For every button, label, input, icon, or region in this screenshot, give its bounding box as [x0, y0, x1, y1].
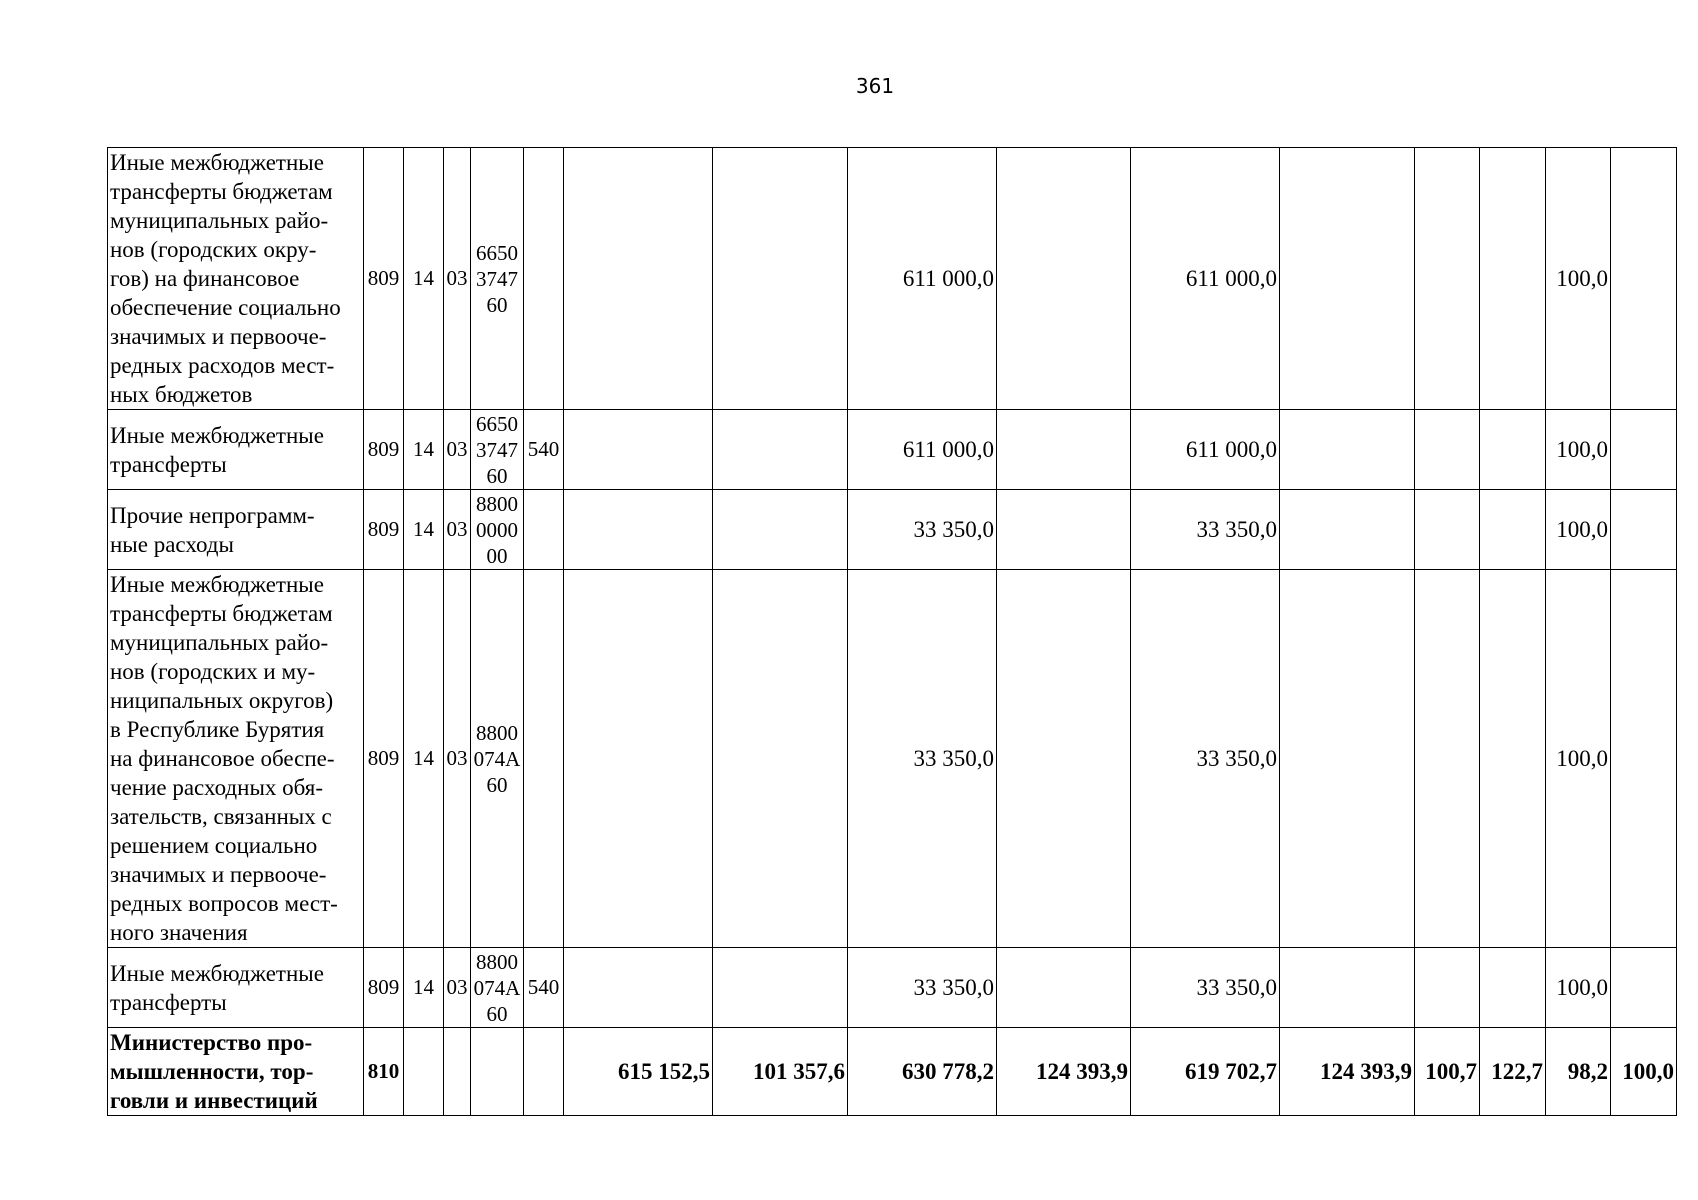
percent-3: 100,0	[1546, 490, 1611, 570]
row-name: Иные межбюджетные трансферты бюджетам муниципальных райо- нов (городских окру- гов) на финансовое обеспечение социально значимых и первооче- редных расходов мест- ных бюджетов	[108, 148, 364, 410]
section-code	[404, 1028, 444, 1116]
percent-2	[1480, 410, 1546, 490]
amount-2: 101 357,6	[713, 1028, 848, 1116]
section-code: 14	[404, 410, 444, 490]
target-item-code: 8800 074А 60	[471, 570, 524, 948]
amount-6	[1280, 148, 1415, 410]
section-code: 14	[404, 148, 444, 410]
amount-3: 33 350,0	[848, 948, 997, 1028]
amount-2	[713, 490, 848, 570]
percent-4	[1611, 410, 1677, 490]
percent-4	[1611, 948, 1677, 1028]
amount-4	[997, 948, 1131, 1028]
percent-2	[1480, 570, 1546, 948]
percent-2	[1480, 948, 1546, 1028]
table-row-total	[108, 1028, 1677, 1116]
percent-2: 122,7	[1480, 1028, 1546, 1116]
section-code: 14	[404, 490, 444, 570]
percent-3: 100,0	[1546, 570, 1611, 948]
amount-2	[713, 148, 848, 410]
amount-1	[564, 948, 713, 1028]
subsection-code: 03	[444, 948, 471, 1028]
expense-type-code: 540	[524, 948, 564, 1028]
amount-4	[997, 570, 1131, 948]
amount-4: 124 393,9	[997, 1028, 1131, 1116]
percent-4: 100,0	[1611, 1028, 1677, 1116]
subsection-code: 03	[444, 410, 471, 490]
amount-5: 619 702,7	[1131, 1028, 1280, 1116]
amount-5: 33 350,0	[1131, 490, 1280, 570]
subsection-code: 03	[444, 490, 471, 570]
percent-1	[1415, 490, 1480, 570]
percent-3: 100,0	[1546, 410, 1611, 490]
percent-3: 100,0	[1546, 948, 1611, 1028]
amount-5: 611 000,0	[1131, 410, 1280, 490]
amount-2	[713, 570, 848, 948]
percent-2	[1480, 490, 1546, 570]
expense-type-code: 540	[524, 410, 564, 490]
amount-6	[1280, 570, 1415, 948]
table-row	[108, 490, 1677, 570]
amount-6	[1280, 490, 1415, 570]
amount-3: 33 350,0	[848, 490, 997, 570]
table-row	[108, 148, 1677, 410]
gr-code: 809	[364, 490, 404, 570]
amount-3: 611 000,0	[848, 410, 997, 490]
amount-5: 33 350,0	[1131, 570, 1280, 948]
percent-3: 98,2	[1546, 1028, 1611, 1116]
page-number: 361	[855, 74, 895, 98]
amount-4	[997, 410, 1131, 490]
amount-4	[997, 148, 1131, 410]
amount-3: 33 350,0	[848, 570, 997, 948]
amount-3: 611 000,0	[848, 148, 997, 410]
section-code: 14	[404, 570, 444, 948]
row-name: Иные межбюджетные трансферты	[108, 948, 364, 1028]
percent-3: 100,0	[1546, 148, 1611, 410]
gr-code: 809	[364, 410, 404, 490]
percent-4	[1611, 490, 1677, 570]
percent-4	[1611, 570, 1677, 948]
gr-code: 809	[364, 148, 404, 410]
target-item-code	[471, 1028, 524, 1116]
target-item-code: 8800 0000 00	[471, 490, 524, 570]
expense-type-code	[524, 148, 564, 410]
expense-type-code	[524, 570, 564, 948]
subsection-code	[444, 1028, 471, 1116]
amount-2	[713, 410, 848, 490]
amount-1	[564, 490, 713, 570]
percent-4	[1611, 148, 1677, 410]
amount-1	[564, 410, 713, 490]
gr-code: 809	[364, 948, 404, 1028]
table-row	[108, 948, 1677, 1028]
gr-code: 810	[364, 1028, 404, 1116]
amount-4	[997, 490, 1131, 570]
budget-table	[107, 147, 1677, 1116]
expense-type-code	[524, 490, 564, 570]
amount-1	[564, 570, 713, 948]
amount-2	[713, 948, 848, 1028]
row-name: Прочие непрограмм- ные расходы	[108, 490, 364, 570]
amount-5: 611 000,0	[1131, 148, 1280, 410]
percent-1	[1415, 570, 1480, 948]
target-item-code: 6650 3747 60	[471, 410, 524, 490]
percent-1	[1415, 410, 1480, 490]
amount-1	[564, 148, 713, 410]
gr-code: 809	[364, 570, 404, 948]
expense-type-code	[524, 1028, 564, 1116]
subsection-code: 03	[444, 148, 471, 410]
row-name: Иные межбюджетные трансферты бюджетам муниципальных райо- нов (городских и му- ниципальных округов) в Республике Бурятия на финансовое обеспе- чение расходных обя- зательств, связанных с решением социально значимых и первооче- редных вопросов мест- ного значения	[108, 570, 364, 948]
amount-6: 124 393,9	[1280, 1028, 1415, 1116]
amount-6	[1280, 948, 1415, 1028]
row-name: Иные межбюджетные трансферты	[108, 410, 364, 490]
target-item-code: 6650 3747 60	[471, 148, 524, 410]
amount-3: 630 778,2	[848, 1028, 997, 1116]
percent-1	[1415, 148, 1480, 410]
percent-2	[1480, 148, 1546, 410]
amount-6	[1280, 410, 1415, 490]
target-item-code: 8800 074А 60	[471, 948, 524, 1028]
percent-1	[1415, 948, 1480, 1028]
row-name: Министерство про- мышленности, тор- говли и инвестиций	[108, 1028, 364, 1116]
amount-1: 615 152,5	[564, 1028, 713, 1116]
section-code: 14	[404, 948, 444, 1028]
table-row	[108, 410, 1677, 490]
subsection-code: 03	[444, 570, 471, 948]
table-row	[108, 570, 1677, 948]
amount-5: 33 350,0	[1131, 948, 1280, 1028]
percent-1: 100,7	[1415, 1028, 1480, 1116]
